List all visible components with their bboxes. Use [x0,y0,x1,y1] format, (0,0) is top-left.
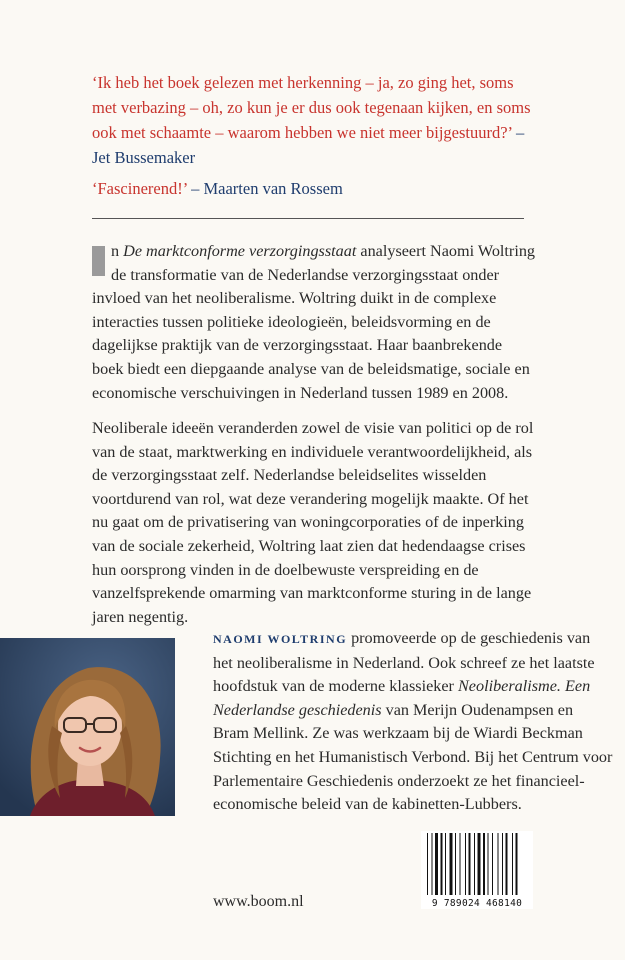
quote-text: ‘Ik heb het boek gelezen met herkenning – ja, zo ging het, soms met verbazing – oh, zo kun je er dus ook tegenaan kijken, en soms ook met schaamte – waarom hebben we niet meer bijgestuurd?’ [92,73,531,142]
author-bio [213,627,613,817]
text-start: n [111,242,124,260]
book-title: De marktconforme verzorgingsstaat [123,242,357,260]
description-paragraph-2: Neoliberale ideeën veranderden zowel de visie van politici op de rol van de staat, marktwerking en individuele verantwoordelijkheid, als de verzorgingsstaat zelf. Nederlandse beleidselites wisselden voortdurend van rol, wat deze verandering mogelijk maakte. Of het nu gaat om de privatisering van woningcorporaties of de inperking van de sociale zekerheid, Woltring laat zien dat hedendaagse crises hun oorsprong vinden in de doelbewuste verspreiding en de vanzelfsprekende omarming van marktconforme sturing in de lange jaren negentig. [92,419,534,626]
quote-author: – Jet Bussemaker [92,123,525,167]
description-paragraph-1 [92,240,537,405]
bio-text-1: promoveerde op de geschiedenis van het neoliberalisme in Nederland. Ook schreef ze het laatste hoofdstuk van de moderne klassieker [213,629,595,696]
isbn-number: 9 789024 468140 [431,898,523,909]
quote-text: ‘Fascinerend!’ [92,179,187,198]
quote-bussemaker [92,70,532,170]
quote-author: – Maarten van Rossem [191,179,343,198]
bio-book-title: Neoliberalisme. Een Nederlandse geschiedenis [213,677,591,719]
divider [92,218,524,219]
publisher-url: www.boom.nl [213,893,304,910]
author-photo [0,638,175,816]
bio-text-2: van Merijn Oudenampsen en Bram Mellink. Ze was werkzaam bij de Wiardi Beckman Stichting en het Humanistisch Verbond. Bij het Centrum voor Parlementaire Geschiedenis onderzoekt ze het financieel-economische beleid van de kabinetten-Lubbers. [213,700,613,814]
barcode-bars [421,831,533,897]
drop-cap [92,246,105,276]
quote-van-rossem [92,176,532,201]
author-name: NAOMI WOLTRING [213,632,348,646]
text-rest: analyseert Naomi Woltring de transformatie van de Nederlandse verzorgingsstaat onder invloed van het neoliberalisme. Woltring duikt in de complexe interacties tussen politieke ideologieën, beleidsvorming en de dagelijkse praktijk van de verzorgingsstaat. Haar baanbrekende boek biedt een diepgaande analyse van de beleidsmatige, sociale en economische verschuivingen in Nederland tussen 1989 en 2008. [92,242,536,402]
